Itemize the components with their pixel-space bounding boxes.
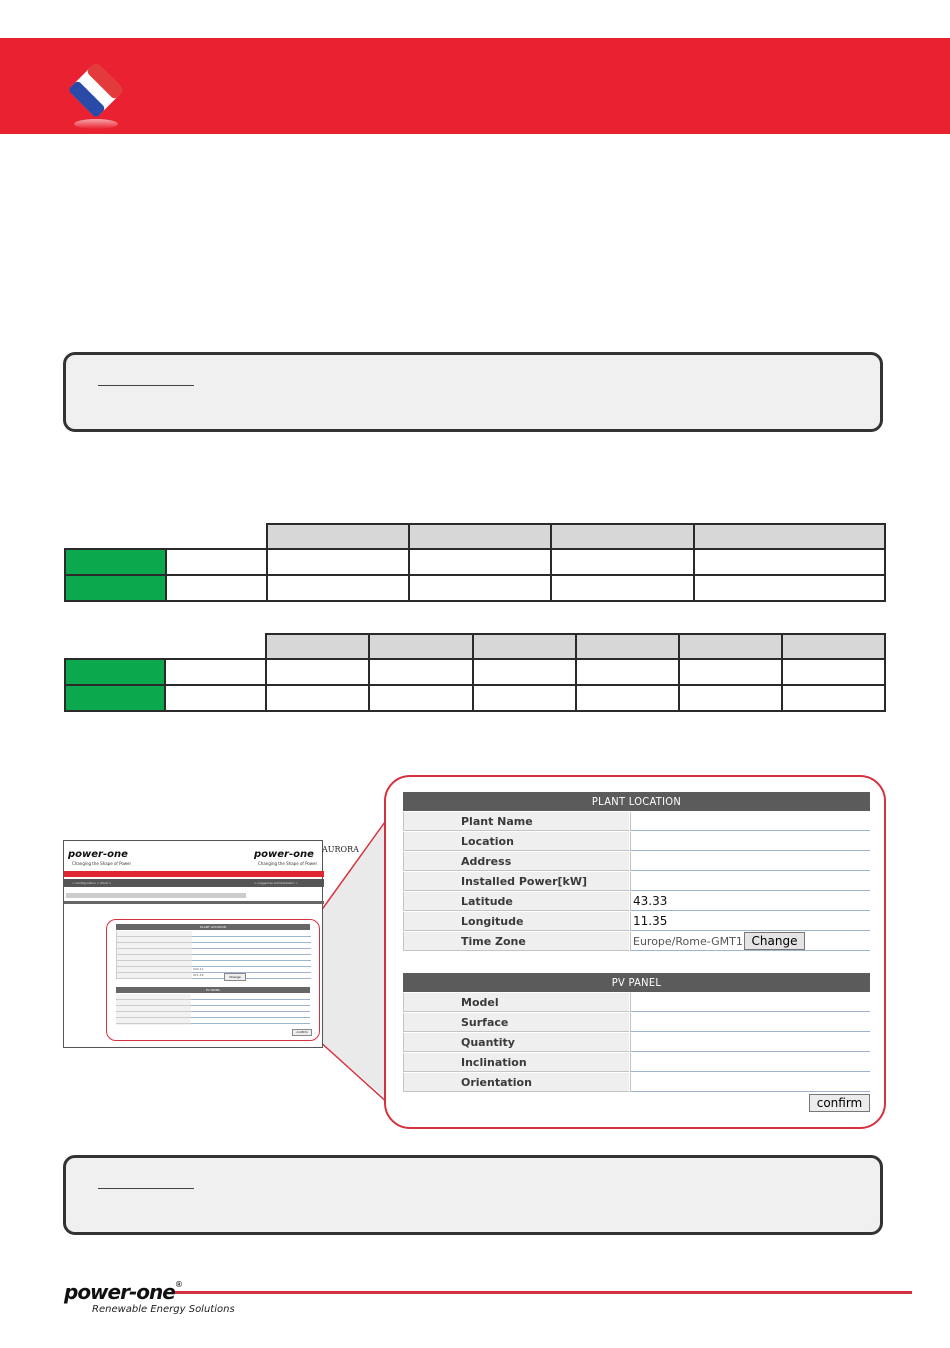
inclination-label: Inclination (403, 1053, 629, 1072)
mini-user: > Logged as Administrator > (254, 881, 298, 885)
footer-logo (64, 1280, 183, 1304)
mini-brand: power-one (68, 849, 128, 860)
mini-plant-rows (116, 931, 311, 979)
mini-pv-header: PV PANEL (116, 987, 310, 993)
confirm-button[interactable]: confirm (809, 1094, 870, 1112)
note-box-bottom (63, 1155, 883, 1235)
time-zone-value: Europe/Rome-GMT1 (633, 935, 743, 948)
installed-power-label: Installed Power[kW] (403, 872, 629, 891)
orientation-label: Orientation (403, 1073, 629, 1092)
form-row-quantity (403, 1033, 870, 1053)
form-row-orientation (403, 1073, 870, 1093)
mini-brand-2: power-one (254, 849, 314, 860)
longitude-label: Longitude (403, 912, 629, 931)
form-row-model (403, 993, 870, 1013)
quantity-label: Quantity (403, 1033, 629, 1052)
location-input[interactable] (630, 832, 870, 851)
surface-input[interactable] (630, 1013, 870, 1032)
inclination-input[interactable] (630, 1053, 870, 1072)
latitude-label: Latitude (403, 892, 629, 911)
form-row-plant-name (403, 812, 870, 832)
location-label: Location (403, 832, 629, 851)
footer-registered: ® (174, 1280, 183, 1289)
mini-plant-header: PLANT LOCATION (116, 924, 310, 930)
mini-breadcrumb: > Configuration > Plant > (72, 881, 112, 885)
plant-name-label: Plant Name (403, 812, 629, 831)
plant-name-input[interactable] (630, 812, 870, 831)
address-input[interactable] (630, 852, 870, 871)
mini-tabs (66, 893, 246, 898)
form-row-latitude (403, 892, 870, 912)
quantity-input[interactable] (630, 1033, 870, 1052)
mini-latitude: 043.11 (193, 967, 204, 971)
mini-screenshot (63, 840, 359, 1048)
form-row-location (403, 832, 870, 852)
form-row-address (403, 852, 870, 872)
mini-tagline: Changing the Shape of Power (72, 861, 132, 866)
address-label: Address (403, 852, 629, 871)
mini-red-bar (64, 871, 324, 877)
mini-nav-bar (64, 879, 324, 887)
form-row-inclination (403, 1053, 870, 1073)
note-underline (98, 1188, 194, 1189)
form-row-time-zone (403, 932, 870, 952)
mini-longitude: 011.54 (193, 973, 204, 977)
footer-tagline: Renewable Energy Solutions (92, 1304, 235, 1315)
model-label: Model (403, 993, 629, 1012)
latitude-input[interactable]: 43.33 (630, 892, 870, 911)
time-zone-label: Time Zone (403, 932, 629, 951)
form-row-longitude (403, 912, 870, 932)
mini-divider (64, 901, 324, 904)
surface-label: Surface (403, 1013, 629, 1032)
footer-brand: power-one (64, 1280, 175, 1304)
form-row-installed-power (403, 872, 870, 892)
form-row-surface (403, 1013, 870, 1033)
footer-line (175, 1291, 912, 1294)
installed-power-input[interactable] (630, 872, 870, 891)
mini-change-button[interactable]: Change (224, 973, 246, 981)
mini-tagline-2: Changing the Shape of Power (258, 861, 318, 866)
pv-panel-header: PV PANEL (403, 973, 870, 992)
change-time-zone-button[interactable]: Change (744, 932, 805, 950)
mini-product: AURORA (322, 845, 359, 854)
mini-pv-rows (116, 994, 310, 1025)
orientation-input[interactable] (630, 1073, 870, 1092)
mini-confirm-button[interactable]: confirm (292, 1029, 312, 1036)
plant-location-header: PLANT LOCATION (403, 792, 870, 811)
model-input[interactable] (630, 993, 870, 1012)
longitude-input[interactable]: 11.35 (630, 912, 870, 931)
